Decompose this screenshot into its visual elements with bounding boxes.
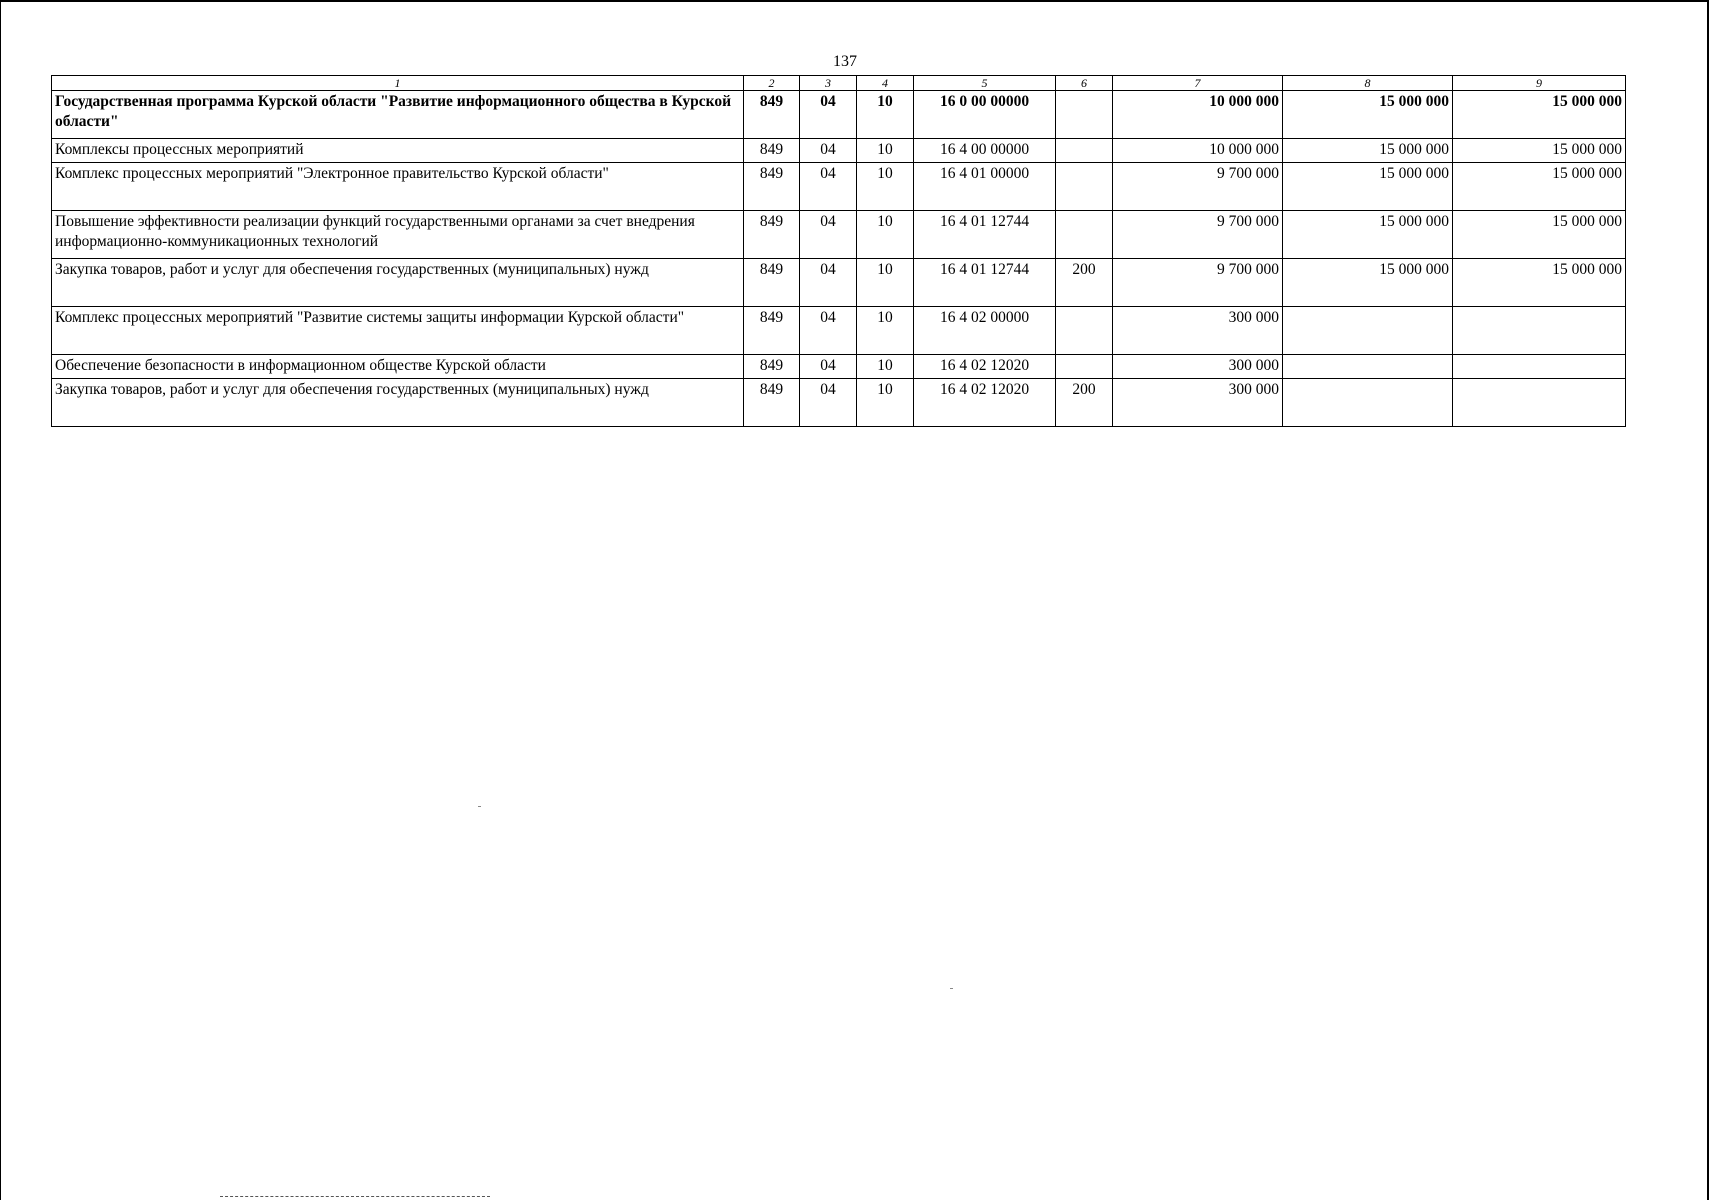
scan-speck: [478, 806, 481, 807]
section-code: 04: [800, 355, 857, 379]
row-name: Комплексы процессных мероприятий: [52, 139, 744, 163]
ministry-code: 849: [744, 355, 800, 379]
subsection-code: 10: [857, 163, 914, 211]
section-code: 04: [800, 307, 857, 355]
ministry-code: 849: [744, 307, 800, 355]
target-article-code: 16 4 00 00000: [914, 139, 1056, 163]
target-article-code: 16 4 01 12744: [914, 259, 1056, 307]
expense-type-code: [1056, 139, 1113, 163]
amount-col-7: 10 000 000: [1113, 91, 1283, 139]
expense-type-code: 200: [1056, 259, 1113, 307]
row-name: Закупка товаров, работ и услуг для обеспечения государственных (муниципальных) нужд: [52, 379, 744, 427]
ministry-code: 849: [744, 211, 800, 259]
scan-bottom-mark: [220, 1196, 490, 1198]
target-article-code: 16 4 02 12020: [914, 355, 1056, 379]
row-name: Обеспечение безопасности в информационном обществе Курской области: [52, 355, 744, 379]
table-row: [52, 91, 1626, 139]
row-name: Комплекс процессных мероприятий "Развитие системы защиты информации Курской области": [52, 307, 744, 355]
amount-col-8: 15 000 000: [1283, 259, 1453, 307]
row-name: Закупка товаров, работ и услуг для обеспечения государственных (муниципальных) нужд: [52, 259, 744, 307]
target-article-code: 16 4 02 00000: [914, 307, 1056, 355]
expense-type-code: [1056, 307, 1113, 355]
column-number: 1: [52, 76, 744, 91]
column-number: 6: [1056, 76, 1113, 91]
target-article-code: 16 0 00 00000: [914, 91, 1056, 139]
table-row: [52, 211, 1626, 259]
budget-table: [51, 75, 1626, 427]
subsection-code: 10: [857, 259, 914, 307]
page-number: 137: [833, 53, 857, 70]
amount-col-7: 9 700 000: [1113, 211, 1283, 259]
amount-col-8: 15 000 000: [1283, 91, 1453, 139]
section-code: 04: [800, 163, 857, 211]
amount-col-9: [1453, 379, 1626, 427]
amount-col-9: 15 000 000: [1453, 139, 1626, 163]
row-name: Государственная программа Курской области "Развитие информационного общества в Курской области": [52, 91, 744, 139]
table-row: [52, 163, 1626, 211]
section-code: 04: [800, 211, 857, 259]
section-code: 04: [800, 379, 857, 427]
scan-speck: [950, 988, 953, 989]
amount-col-9: 15 000 000: [1453, 163, 1626, 211]
row-name: Повышение эффективности реализации функций государственными органами за счет внедрения информационно-коммуникационных технологий: [52, 211, 744, 259]
subsection-code: 10: [857, 139, 914, 163]
expense-type-code: 200: [1056, 379, 1113, 427]
section-code: 04: [800, 259, 857, 307]
column-number: 3: [800, 76, 857, 91]
amount-col-8: [1283, 307, 1453, 355]
target-article-code: 16 4 02 12020: [914, 379, 1056, 427]
column-number: 5: [914, 76, 1056, 91]
subsection-code: 10: [857, 355, 914, 379]
target-article-code: 16 4 01 12744: [914, 211, 1056, 259]
amount-col-8: [1283, 355, 1453, 379]
ministry-code: 849: [744, 259, 800, 307]
column-number-row: [52, 76, 1626, 91]
ministry-code: 849: [744, 91, 800, 139]
amount-col-8: [1283, 379, 1453, 427]
amount-col-8: 15 000 000: [1283, 163, 1453, 211]
column-number: 9: [1453, 76, 1626, 91]
subsection-code: 10: [857, 91, 914, 139]
expense-type-code: [1056, 211, 1113, 259]
expense-type-code: [1056, 355, 1113, 379]
section-code: 04: [800, 139, 857, 163]
ministry-code: 849: [744, 139, 800, 163]
amount-col-7: 300 000: [1113, 307, 1283, 355]
amount-col-7: 300 000: [1113, 379, 1283, 427]
column-number: 8: [1283, 76, 1453, 91]
amount-col-8: 15 000 000: [1283, 211, 1453, 259]
amount-col-7: 9 700 000: [1113, 163, 1283, 211]
amount-col-9: 15 000 000: [1453, 211, 1626, 259]
table-row: [52, 259, 1626, 307]
expense-type-code: [1056, 91, 1113, 139]
amount-col-8: 15 000 000: [1283, 139, 1453, 163]
table-row: [52, 139, 1626, 163]
ministry-code: 849: [744, 163, 800, 211]
subsection-code: 10: [857, 307, 914, 355]
amount-col-7: 300 000: [1113, 355, 1283, 379]
column-number: 7: [1113, 76, 1283, 91]
target-article-code: 16 4 01 00000: [914, 163, 1056, 211]
ministry-code: 849: [744, 379, 800, 427]
amount-col-9: 15 000 000: [1453, 91, 1626, 139]
expense-type-code: [1056, 163, 1113, 211]
amount-col-7: 10 000 000: [1113, 139, 1283, 163]
column-number: 2: [744, 76, 800, 91]
amount-col-9: 15 000 000: [1453, 259, 1626, 307]
table-row: [52, 355, 1626, 379]
row-name: Комплекс процессных мероприятий "Электронное правительство Курской области": [52, 163, 744, 211]
subsection-code: 10: [857, 379, 914, 427]
amount-col-7: 9 700 000: [1113, 259, 1283, 307]
amount-col-9: [1453, 307, 1626, 355]
section-code: 04: [800, 91, 857, 139]
subsection-code: 10: [857, 211, 914, 259]
table-row: [52, 307, 1626, 355]
table-row: [52, 379, 1626, 427]
amount-col-9: [1453, 355, 1626, 379]
column-number: 4: [857, 76, 914, 91]
